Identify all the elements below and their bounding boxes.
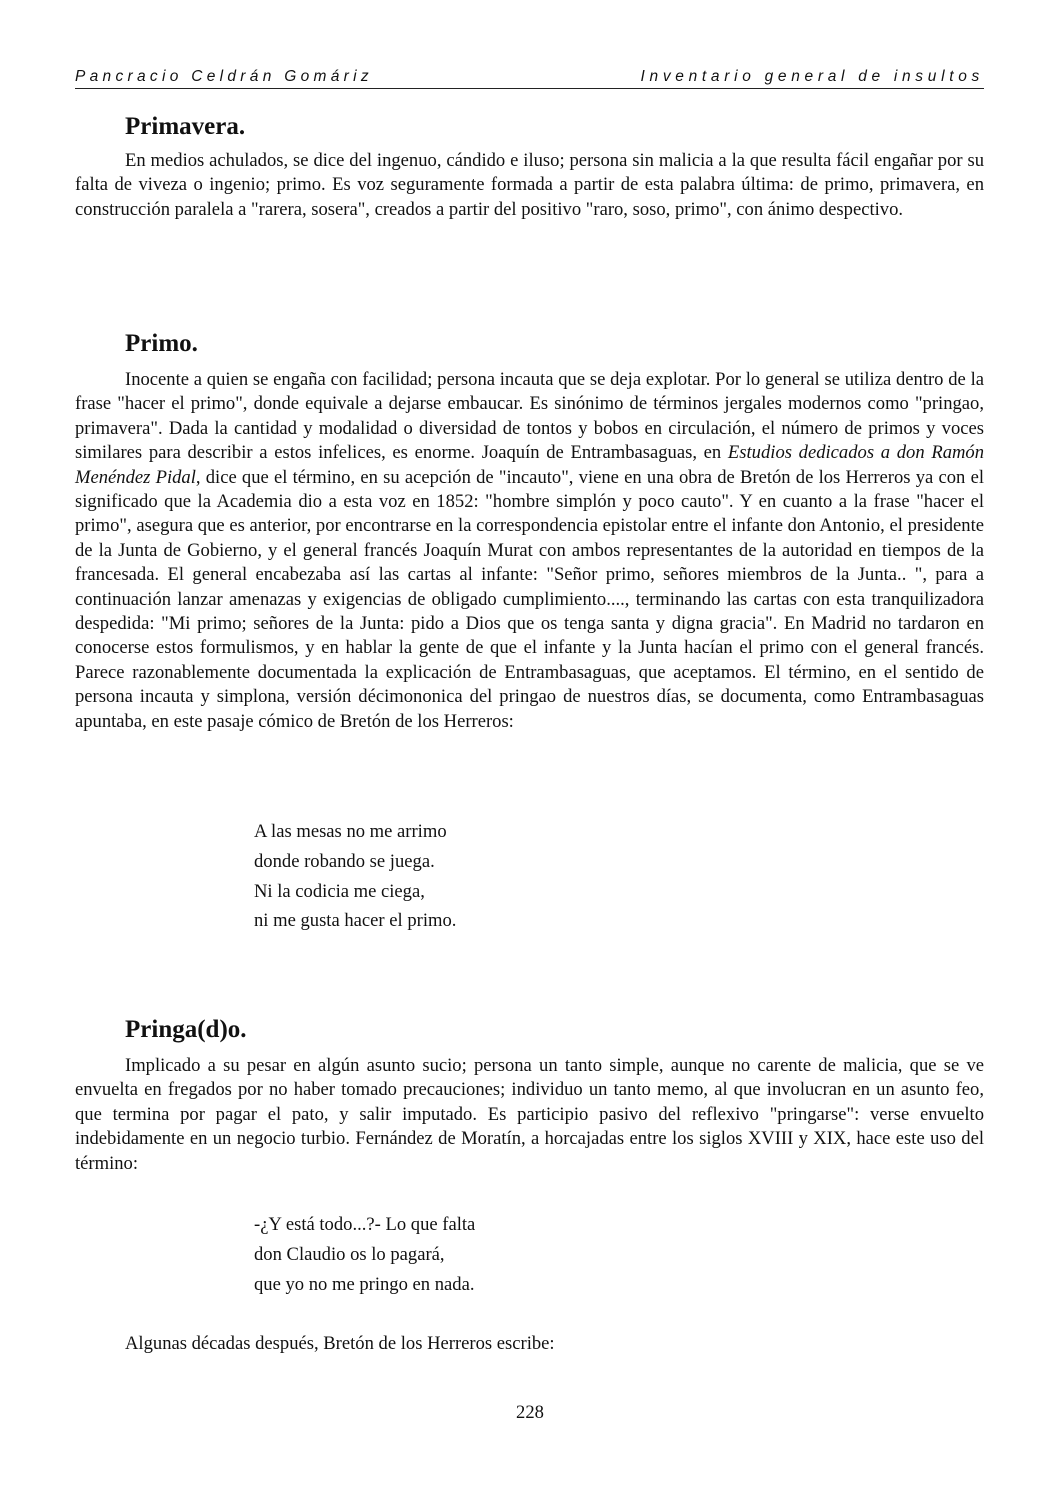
verse-line: que yo no me pringo en nada. — [254, 1273, 475, 1295]
cited-work-title: Estudios dedicados a don Ramón Menéndez Pidal — [75, 442, 985, 488]
verse-line: ni me gusta hacer el primo. — [254, 910, 457, 932]
entry-body-pringado — [75, 1054, 984, 1176]
page-number: 228 — [516, 1402, 544, 1423]
entry-title-primavera: Primavera. — [125, 113, 246, 140]
entry-paragraph: En medios achulados, se dice del ingenuo, cándido e iluso; persona sin malicia a la que resulta fácil engañar por su falta de viveza o ingenio; primo. Es voz seguramente formada a partir de esta palabra última: de primo, primavera, en construcción paralela a "rarera, sosera", creados a partir del positivo "raro, soso, primo", con ánimo despectivo. — [75, 150, 984, 220]
closing-line: Algunas décadas después, Bretón de los Herreros escribe: — [125, 1333, 555, 1354]
verse-line: donde robando se juega. — [254, 850, 435, 872]
verse-line: -¿Y está todo...?- Lo que falta — [254, 1214, 476, 1235]
entry-body-primavera — [75, 149, 984, 222]
verse-quote-pringado — [254, 1210, 475, 1299]
verse-line: don Claudio os lo pagará, — [254, 1243, 445, 1265]
entry-paragraph — [75, 368, 984, 734]
verse-line: Ni la codicia me ciega, — [254, 880, 425, 902]
entry-paragraph: Implicado a su pesar en algún asunto sucio; persona un tanto simple, aunque no carente de malicia, que se ve envuelta en fregados por no haber tomado precauciones; individuo un tanto memo, al que involucran en un asunto feo, que termina por pagar el pato, y salir imputado. Es participio pasivo del reflexivo "pringarse": verse envuelto indebidamente en un negocio turbio. Fernández de Moratín, a horcajadas entre los siglos XVIII y XIX, hace este uso del término: — [75, 1055, 984, 1174]
verse-line: A las mesas no me arrimo — [254, 821, 447, 842]
paragraph-text-part2: , dice que el término, en su acepción de "incauto", viene en una obra de Bretón de los Herreros ya con el significado que la Academia dio a esta voz en 1852: "hombre simplón y poco cauto". Y en cuanto a la frase "hacer el primo", asegura que es anterior, por encontrarse en la correspondencia epistolar entre el infante don Antonio, el presidente de la Junta de Gobierno, y el general francés Joaquín Murat con ambos representantes de la autoridad en tiempos de la francesada. El general encabezaba así las cartas al infante: "Señor primo, señores miembros de la Junta.. ", para a continuación lanzar amenazas y exigencias de obligado cumplimiento...., terminando las cartas con esta tranquilizadora despedida: "Mi primo; señores de la Junta: pido a Dios que os tenga santa y digna gracia". En Madrid no tardaron en conocerse estos formulismos, y en hablar la gente de que el infante y la Junta hacían el primo con el general francés. Parece razonablemente documentada la explicación de Entrambasaguas, que aceptamos. El término, en el sentido de persona incauta y simplona, versión décimononica del pringao de nuestros días, se documenta, como Entrambasaguas apuntaba, en este pasaje cómico de Bretón de los Herreros: — [75, 466, 984, 732]
entry-title-primo: Primo. — [125, 330, 198, 357]
paragraph-text-part1: Inocente a quien se engaña con facilidad; persona incauta que se deja explotar. Por lo general se utiliza dentro de la frase "hacer el primo", donde equivale a dejarse embaucar. Es sinónimo de términos jergales modernos como "pringao, primavera". Dada la cantidad y modalidad o diversidad de tontos y bobos en circulación, el número de primos y voces similares para describir a estos infelices, es enorme. Joaquín de Entrambasaguas, en — [75, 369, 984, 464]
header-book-title: Inventario general de insultos — [640, 68, 984, 85]
running-header — [75, 66, 984, 89]
header-author: Pancracio Celdrán Gomáriz — [75, 68, 373, 85]
entry-body-primo — [75, 368, 984, 734]
verse-quote-primo — [254, 817, 456, 936]
entry-title-pringado: Pringa(d)o. — [125, 1016, 247, 1043]
